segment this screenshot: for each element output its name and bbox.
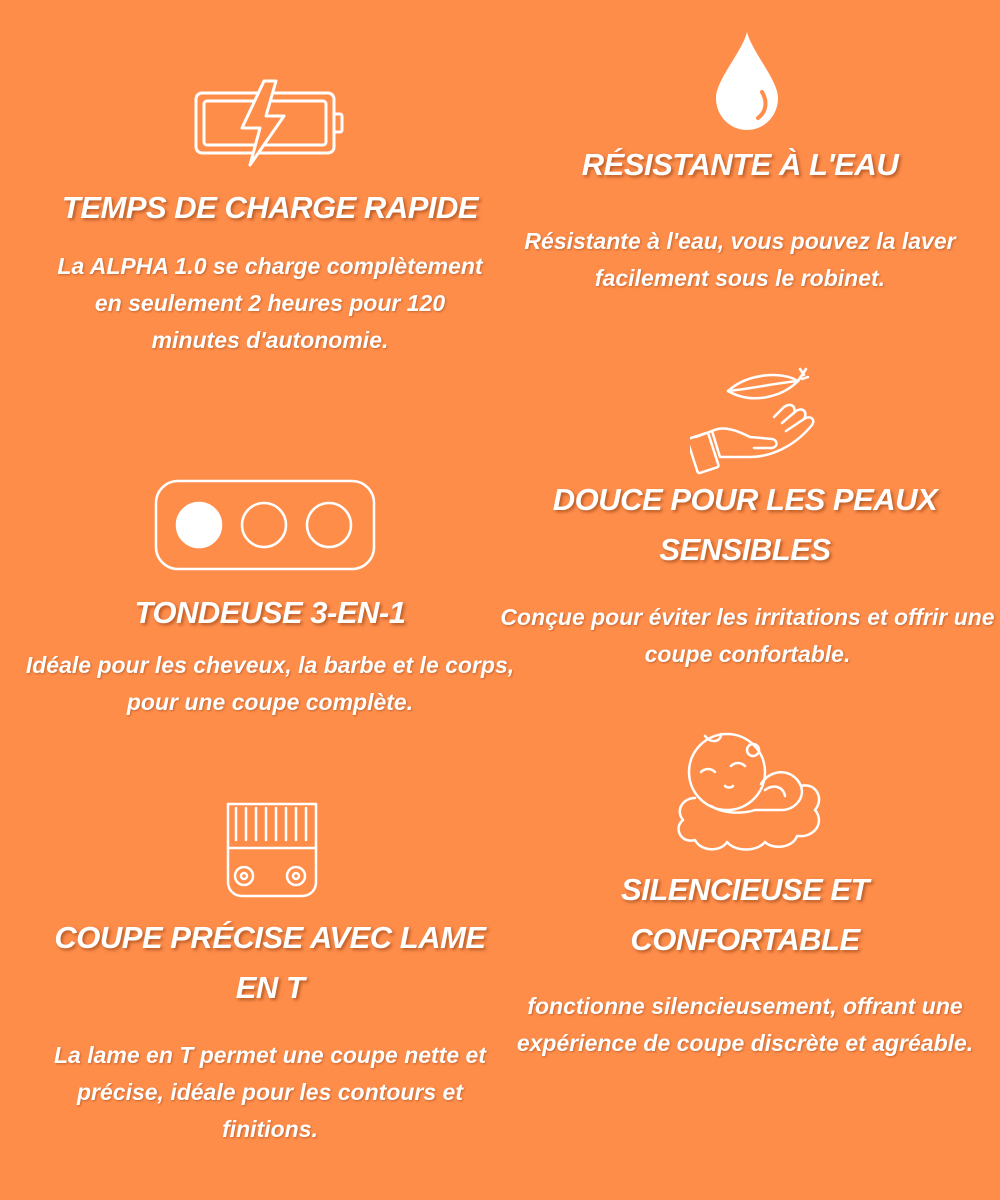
feature-description: Résistante à l'eau, vous pouvez la laver facilement sous le robinet. xyxy=(524,228,956,291)
t-blade-icon xyxy=(222,800,322,900)
sleeping-baby-icon xyxy=(665,728,830,856)
feature-sensitive-skin xyxy=(520,475,970,575)
feature-t-blade xyxy=(40,913,500,1013)
feature-description: La ALPHA 1.0 se charge complètement en seulement 2 heures pour 120 minutes d'autonomie. xyxy=(57,253,483,353)
feature-description: Idéale pour les cheveux, la barbe et le corps, pour une coupe complète. xyxy=(25,652,515,715)
feature-silent xyxy=(515,865,975,965)
feature-title: TONDEUSE 3-EN-1 xyxy=(134,595,406,630)
feature-description: La lame en T permet une coupe nette et précise, idéale pour les contours et finitions. xyxy=(54,1042,486,1142)
feature-water-resistant-desc-wrap xyxy=(505,223,975,297)
feature-title: RÉSISTANTE À L'EAU xyxy=(581,147,899,182)
water-drop-icon xyxy=(712,30,782,132)
feature-description: Conçue pour éviter les irritations et offrir une coupe confortable. xyxy=(500,604,995,667)
feature-title: TEMPS DE CHARGE RAPIDE xyxy=(61,190,479,225)
feature-title: DOUCE POUR LES PEAUX SENSIBLES xyxy=(552,482,938,567)
feature-title: SILENCIEUSE ET CONFORTABLE xyxy=(621,872,869,957)
feature-fast-charge xyxy=(20,183,520,233)
feature-3-in-1-desc-wrap xyxy=(20,647,520,721)
feature-description: fonctionne silencieusement, offrant une expérience de coupe discrète et agréable. xyxy=(516,993,974,1056)
feature-water-resistant xyxy=(500,140,980,190)
three-modes-icon xyxy=(153,478,377,572)
battery-charging-icon xyxy=(190,78,350,168)
feather-hand-icon xyxy=(690,365,820,477)
feature-sensitive-skin-desc-wrap xyxy=(500,599,995,673)
feature-fast-charge-desc-wrap xyxy=(55,248,485,359)
feature-silent-desc-wrap xyxy=(510,988,980,1062)
feature-title: COUPE PRÉCISE AVEC LAME EN T xyxy=(54,920,486,1005)
feature-t-blade-desc-wrap xyxy=(50,1037,490,1148)
feature-3-in-1 xyxy=(20,588,520,638)
